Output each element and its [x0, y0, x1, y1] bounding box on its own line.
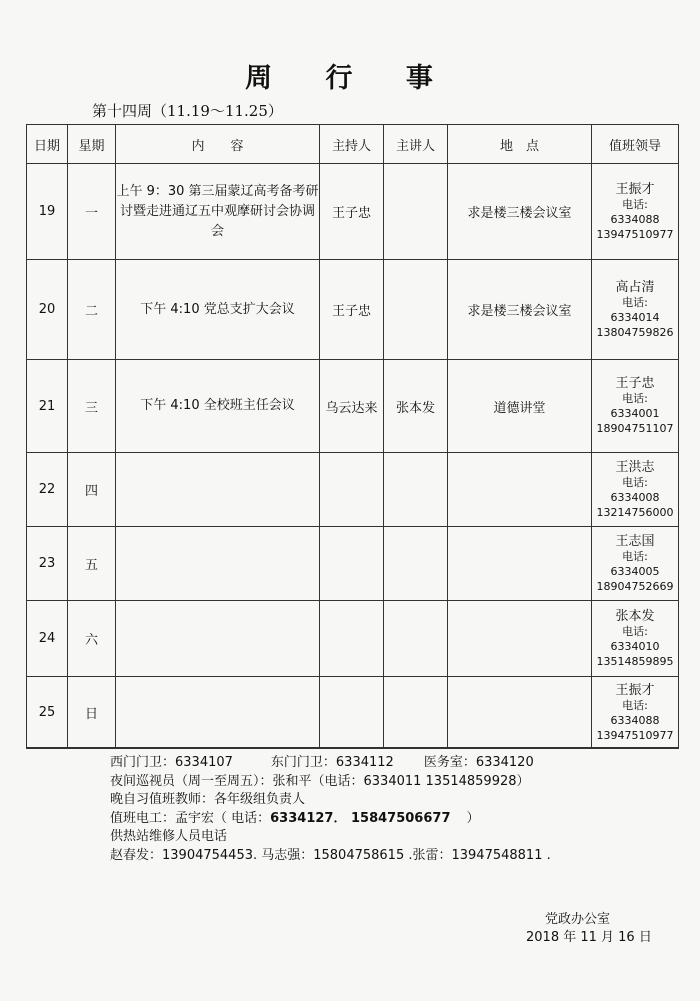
cell-host: 王子忠 — [320, 164, 384, 260]
duty-mobile: 13214756000 — [596, 505, 674, 519]
cell-weekday: 四 — [68, 453, 116, 527]
header-host: 主持人 — [320, 125, 384, 164]
cell-host — [320, 601, 384, 677]
cell-location — [448, 527, 592, 601]
cell-weekday: 日 — [68, 677, 116, 749]
cell-weekday: 六 — [68, 601, 116, 677]
duty-mobile: 13947510977 — [596, 227, 674, 241]
header-location: 地 点 — [448, 125, 592, 164]
electrician-line: 值班电工：孟宇宏（ 电话：6334127． 15847506677 ） — [110, 810, 480, 826]
cell-content — [116, 527, 320, 601]
header-content: 内 容 — [116, 125, 320, 164]
cell-speaker — [384, 453, 448, 527]
duty-mobile: 18904752669 — [596, 579, 674, 593]
cell-content — [116, 453, 320, 527]
table-header-row — [27, 125, 679, 164]
duty-leader: 王振才 — [615, 682, 655, 698]
cell-duty — [592, 601, 679, 677]
duty-phone-label: 电话: — [622, 698, 648, 712]
duty-phone-label: 电话: — [622, 295, 648, 309]
week-label: 第十四周（11.19～11.25） — [92, 102, 283, 120]
duty-phone: 6334088 — [610, 713, 660, 727]
cell-content: 上午 9：30 第三届蒙辽高考备考研讨暨走进通辽五中观摩研讨会协调会 — [116, 164, 320, 260]
cell-weekday: 二 — [68, 260, 116, 360]
table-row — [27, 677, 679, 749]
schedule-table — [26, 124, 679, 749]
header-date: 日期 — [27, 125, 68, 164]
cell-host — [320, 453, 384, 527]
cell-host — [320, 677, 384, 749]
issuing-office: 党政办公室 — [545, 912, 611, 927]
cell-location: 道德讲堂 — [448, 360, 592, 453]
east-gate-contact: 东门门卫：6334112 — [270, 755, 394, 770]
cell-host — [320, 527, 384, 601]
table-row — [27, 527, 679, 601]
cell-content: 下午 4:10 全校班主任会议 — [116, 360, 320, 453]
duty-phone-label: 电话: — [622, 624, 648, 638]
cell-duty — [592, 164, 679, 260]
cell-speaker — [384, 677, 448, 749]
cell-date: 21 — [27, 360, 68, 453]
cell-weekday: 三 — [68, 360, 116, 453]
duty-leader: 王志国 — [615, 533, 655, 549]
duty-leader: 王振才 — [615, 181, 655, 197]
cell-duty — [592, 360, 679, 453]
duty-mobile: 18904751107 — [596, 422, 674, 435]
west-gate-contact: 西门门卫：6334107 — [110, 755, 233, 770]
cell-duty — [592, 527, 679, 601]
cell-duty — [592, 677, 679, 749]
cell-speaker: 张本发 — [384, 360, 448, 453]
heating-repair-contacts: 赵春发：13904754453. 马志强：15804758615 .张雷：13947548811 . — [110, 847, 551, 863]
duty-mobile: 13947510977 — [596, 728, 674, 742]
cell-host: 王子忠 — [320, 260, 384, 360]
cell-host: 乌云达来 — [320, 360, 384, 453]
page-title: 周 行 事 — [245, 63, 455, 94]
evening-study-line: 晚自习值班教师：各年级组负责人 — [110, 792, 306, 807]
duty-phone-label: 电话: — [622, 197, 648, 211]
cell-weekday: 一 — [68, 164, 116, 260]
duty-leader: 王子忠 — [615, 376, 655, 391]
cell-speaker — [384, 601, 448, 677]
table-row — [27, 453, 679, 527]
duty-phone: 6334008 — [610, 490, 660, 504]
cell-duty — [592, 453, 679, 527]
cell-content: 下午 4:10 党总支扩大会议 — [116, 260, 320, 360]
table-row — [27, 601, 679, 677]
cell-location: 求是楼三楼会议室 — [448, 260, 592, 360]
header-duty: 值班领导 — [592, 125, 679, 164]
cell-speaker — [384, 260, 448, 360]
night-patrol-line: 夜间巡视员（周一至周五）：张和平（电话：6334011 13514859928） — [110, 773, 530, 789]
cell-duty — [592, 260, 679, 360]
duty-phone: 6334010 — [610, 639, 660, 653]
duty-phone: 6334088 — [610, 212, 660, 226]
cell-date: 23 — [27, 527, 68, 601]
cell-weekday: 五 — [68, 527, 116, 601]
gate-contacts-line — [110, 754, 551, 773]
cell-speaker — [384, 164, 448, 260]
cell-date: 20 — [27, 260, 68, 360]
duty-phone: 6334001 — [610, 407, 660, 420]
electrician-phones: 6334127． 15847506677 — [270, 810, 451, 826]
heating-repair-heading: 供热站维修人员电话 — [110, 829, 228, 844]
duty-phone-label: 电话: — [622, 392, 648, 405]
cell-location: 求是楼三楼会议室 — [448, 164, 592, 260]
header-speaker: 主讲人 — [384, 125, 448, 164]
table-row — [27, 360, 679, 453]
cell-location — [448, 677, 592, 749]
contact-notes — [110, 754, 551, 865]
duty-phone: 6334014 — [610, 310, 660, 324]
bottom-divider — [26, 747, 678, 748]
cell-date: 22 — [27, 453, 68, 527]
cell-speaker — [384, 527, 448, 601]
cell-date: 24 — [27, 601, 68, 677]
duty-phone-label: 电话: — [622, 475, 648, 489]
cell-location — [448, 601, 592, 677]
duty-mobile: 13514859895 — [596, 654, 674, 668]
duty-phone: 6334005 — [610, 564, 660, 578]
duty-phone-label: 电话: — [622, 549, 648, 563]
cell-content — [116, 677, 320, 749]
cell-date: 19 — [27, 164, 68, 260]
header-weekday: 星期 — [68, 125, 116, 164]
duty-leader: 王洪志 — [615, 459, 655, 475]
cell-date: 25 — [27, 677, 68, 749]
table-row — [27, 260, 679, 360]
clinic-contact: 医务室：6334120 — [423, 755, 534, 770]
duty-mobile: 13804759826 — [596, 325, 674, 339]
duty-leader: 张本发 — [615, 608, 655, 624]
table-row — [27, 164, 679, 260]
issue-date: 2018 年 11 月 16 日 — [526, 930, 652, 945]
duty-leader: 高占清 — [615, 279, 655, 295]
cell-location — [448, 453, 592, 527]
cell-content — [116, 601, 320, 677]
